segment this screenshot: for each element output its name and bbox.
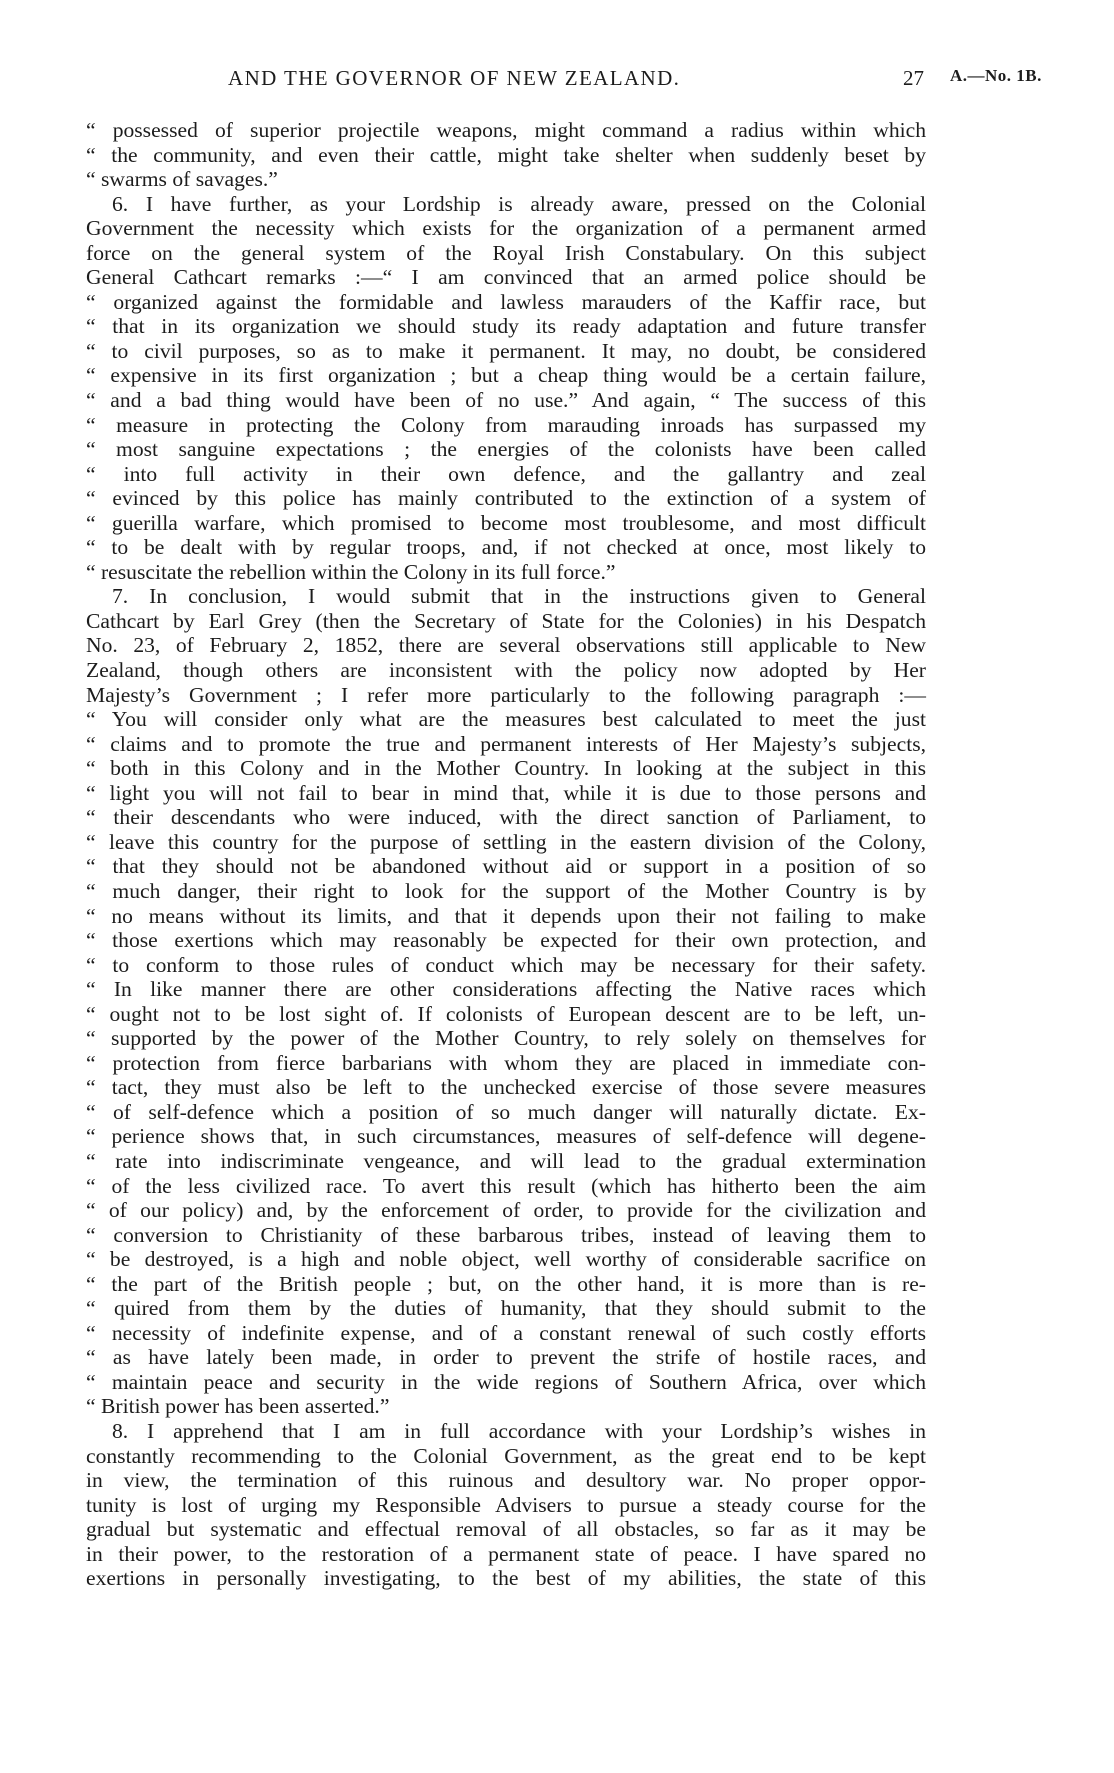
text-line: “ light you will not fail to bear in mind that, while it is due to those persons and: [86, 780, 926, 805]
text-line: 6. I have further, as your Lordship is already aware, pressed on the Colonial: [112, 191, 926, 216]
text-line: Zealand, though others are inconsistent with the policy now adopted by Her: [86, 658, 926, 683]
text-line: “ those exertions which may reasonably be expected for their own protection, and: [86, 928, 926, 953]
text-line: “ much danger, their right to look for the support of the Mother Country is by: [86, 878, 926, 903]
text-line: “ that they should not be abandoned without aid or support in a position of so: [86, 854, 926, 879]
text-line: Majesty’s Government ; I refer more particularly to the following paragraph :—: [86, 682, 926, 707]
text-line: constantly recommending to the Colonial Government, as the great end to be kept: [86, 1443, 926, 1468]
text-line: in their power, to the restoration of a permanent state of peace. I have spared no: [86, 1541, 926, 1566]
text-line: “ to conform to those rules of conduct which may be necessary for their safety.: [86, 952, 926, 977]
text-line: “ conversion to Christianity of these barbarous tribes, instead of leaving them to: [86, 1222, 926, 1247]
text-line: “ organized against the formidable and lawless marauders of the Kaffir race, but: [86, 289, 926, 314]
text-line: “ expensive in its first organization ; but a cheap thing would be a certain failure,: [86, 363, 926, 388]
text-line: “ tact, they must also be left to the unchecked exercise of those severe measures: [86, 1075, 926, 1100]
text-line: Government the necessity which exists for the organization of a permanent armed: [86, 216, 926, 241]
text-line: “ British power has been asserted.”: [86, 1394, 390, 1419]
text-line: exertions in personally investigating, to the best of my abilities, the state of this: [86, 1566, 926, 1591]
text-line: “ to be dealt with by regular troops, and, if not checked at once, most likely to: [86, 535, 926, 560]
text-line: “ You will consider only what are the measures best calculated to meet the just: [86, 707, 926, 732]
text-line: “ no means without its limits, and that it depends upon their not failing to make: [86, 903, 926, 928]
page-header: [0, 66, 1114, 96]
text-line: “ as have lately been made, in order to prevent the strife of hostile races, and: [86, 1345, 926, 1370]
text-line: “ both in this Colony and in the Mother Country. In looking at the subject in this: [86, 756, 926, 781]
text-line: “ protection from fierce barbarians with whom they are placed in immediate con-: [86, 1050, 926, 1075]
text-line: force on the general system of the Royal Irish Constabulary. On this subject: [86, 240, 926, 265]
text-line: “ perience shows that, in such circumstances, measures of self-defence will degene-: [86, 1124, 926, 1149]
text-line: “ into full activity in their own defence, and the gallantry and zeal: [86, 461, 926, 486]
text-line: “ possessed of superior projectile weapons, might command a radius within which: [86, 118, 926, 142]
text-line: “ their descendants who were induced, with the direct sanction of Parliament, to: [86, 805, 926, 830]
text-line: “ measure in protecting the Colony from marauding inroads has surpassed my: [86, 412, 926, 437]
text-line: “ guerilla warfare, which promised to become most troublesome, and most difficult: [86, 510, 926, 535]
text-line: “ evinced by this police has mainly contributed to the extinction of a system of: [86, 486, 926, 511]
body-text: [86, 118, 926, 1591]
text-line: “ most sanguine expectations ; the energies of the colonists have been called: [86, 437, 926, 462]
text-line: “ rate into indiscriminate vengeance, and will lead to the gradual extermination: [86, 1148, 926, 1173]
text-line: “ the community, and even their cattle, might take shelter when suddenly beset by: [86, 142, 926, 167]
text-line: “ leave this country for the purpose of settling in the eastern division of the Colony,: [86, 829, 926, 854]
text-line: “ and a bad thing would have been of no use.” And again, “ The success of this: [86, 388, 926, 413]
text-line: tunity is lost of urging my Responsible Advisers to pursue a steady course for the: [86, 1492, 926, 1517]
text-line: “ of self-defence which a position of so much danger will naturally dictate. Ex-: [86, 1099, 926, 1124]
text-line: 8. I apprehend that I am in full accordance with your Lordship’s wishes in: [112, 1418, 926, 1443]
paper-reference: A.—No. 1B.: [950, 66, 1042, 85]
text-line: 7. In conclusion, I would submit that in the instructions given to General: [112, 584, 926, 609]
text-line: Cathcart by Earl Grey (then the Secretary of State for the Colonies) in his Despatch: [86, 608, 926, 633]
text-line: “ claims and to promote the true and permanent interests of Her Majesty’s subjects,: [86, 731, 926, 756]
text-line: “ the part of the British people ; but, on the other hand, it is more than is re-: [86, 1271, 926, 1296]
text-line: “ maintain peace and security in the wide regions of Southern Africa, over which: [86, 1369, 926, 1394]
text-line: “ that in its organization we should study its ready adaptation and future transfer: [86, 314, 926, 339]
text-line: “ necessity of indefinite expense, and of a constant renewal of such costly efforts: [86, 1320, 926, 1345]
text-line: “ be destroyed, is a high and noble object, well worthy of considerable sacrifice on: [86, 1247, 926, 1272]
text-line: “ of the less civilized race. To avert this result (which has hitherto been the aim: [86, 1173, 926, 1198]
text-line: “ ought not to be lost sight of. If colonists of European descent are to be left, un-: [86, 1001, 926, 1026]
text-line: “ swarms of savages.”: [86, 167, 278, 192]
text-line: “ resuscitate the rebellion within the Colony in its full force.”: [86, 559, 616, 584]
text-line: “ quired from them by the duties of humanity, that they should submit to the: [86, 1296, 926, 1321]
text-line: gradual but systematic and effectual removal of all obstacles, so far as it may be: [86, 1517, 926, 1542]
text-line: General Cathcart remarks :—“ I am convinced that an armed police should be: [86, 265, 926, 290]
text-line: No. 23, of February 2, 1852, there are several observations still applicable to New: [86, 633, 926, 658]
text-line: “ In like manner there are other considerations affecting the Native races which: [86, 977, 926, 1002]
running-title: AND THE GOVERNOR OF NEW ZEALAND.: [228, 66, 681, 90]
text-line: in view, the termination of this ruinous and desultory war. No proper oppor-: [86, 1468, 926, 1493]
page-number: 27: [903, 66, 924, 90]
text-line: “ supported by the power of the Mother Country, to rely solely on themselves for: [86, 1026, 926, 1051]
text-line: “ to civil purposes, so as to make it permanent. It may, no doubt, be considered: [86, 338, 926, 363]
text-line: “ of our policy) and, by the enforcement of order, to provide for the civilization and: [86, 1198, 926, 1223]
